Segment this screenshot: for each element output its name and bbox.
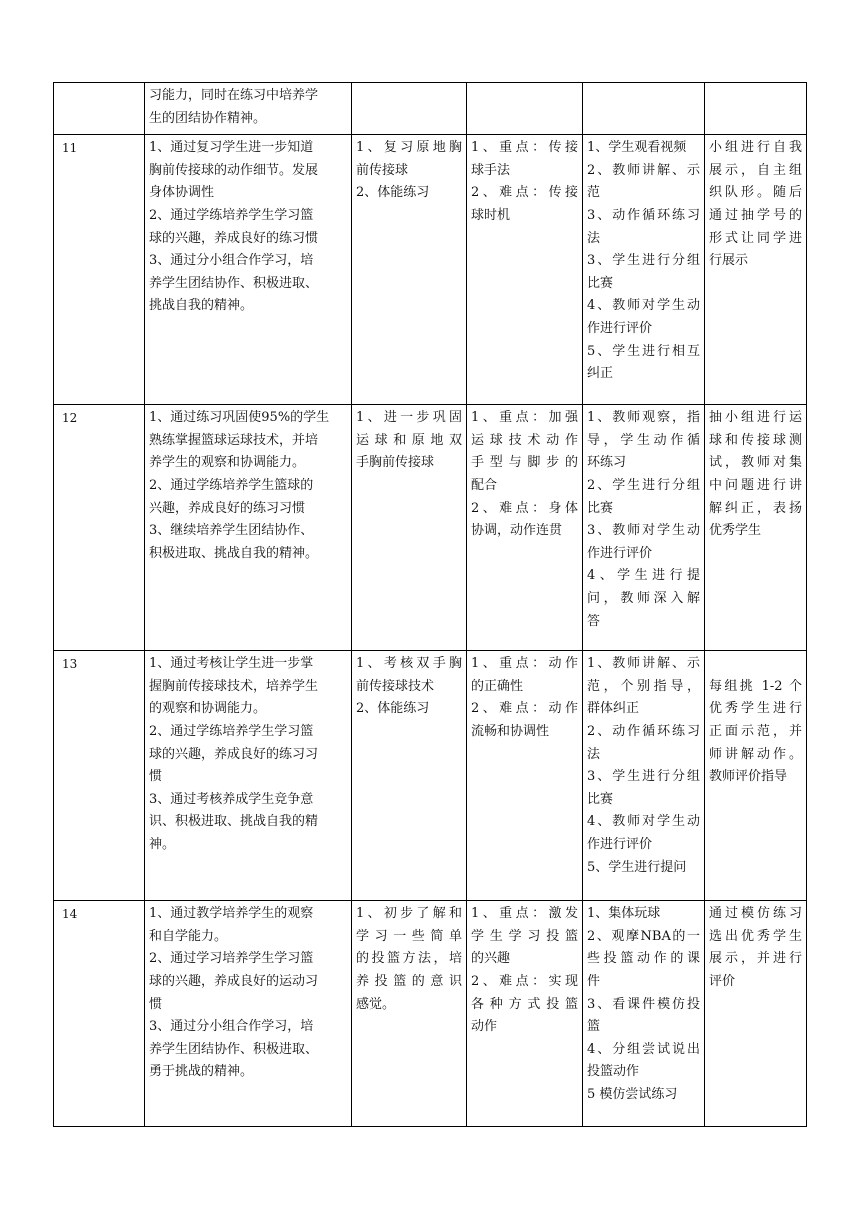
- text-line: 作进行评价: [587, 545, 653, 561]
- text-line: 4、教师对学生动: [587, 298, 700, 314]
- text-line: 织队形。随后: [709, 185, 802, 201]
- lesson-number-cell: 12: [54, 405, 145, 651]
- text-line: 比赛: [587, 275, 614, 291]
- keypoints-cell: [467, 901, 583, 1127]
- text-line: 1、进一步巩固: [356, 410, 462, 426]
- text-line: 评价: [709, 973, 736, 989]
- text-line: 前传接球技术: [356, 678, 435, 694]
- text-line: 养学生团结协作、积极进取、: [149, 275, 319, 291]
- objectives-cell: [145, 405, 352, 651]
- text-line: 1、通过教学培养学生的观察: [149, 906, 314, 922]
- text-line: 法: [587, 746, 601, 762]
- objectives-cell: [145, 135, 352, 405]
- text-line: 3、教师对学生动: [587, 523, 700, 539]
- text-line: 件: [587, 973, 601, 989]
- text-line: 1、重点：激发: [471, 906, 578, 922]
- text-line: 学习一些简单: [356, 928, 462, 944]
- content-cell: [352, 135, 467, 405]
- text-line: 2、动作循环练习: [587, 723, 700, 739]
- table-row: [54, 651, 807, 901]
- lesson-plan-body: [54, 83, 807, 1127]
- text-line: 2、难点：传接: [471, 185, 578, 201]
- text-line: [709, 653, 802, 676]
- text-line: 范: [587, 185, 601, 201]
- text-line: 2、难点：实现: [471, 973, 578, 989]
- text-line: 2、体能练习: [356, 701, 430, 717]
- evaluation-cell: [705, 83, 807, 135]
- text-line: 球的兴趣，养成良好的练习习: [149, 746, 319, 762]
- text-line: 1、考核双手胸: [356, 656, 462, 672]
- text-line: 正面示范，并: [709, 723, 802, 739]
- objectives-cell: [145, 901, 352, 1127]
- text-line: 球和传接球测: [709, 432, 802, 448]
- text-line: 习能力，同时在练习中培养学: [149, 88, 319, 103]
- text-line: 熟练掌握篮球运球技术，并培: [149, 432, 319, 448]
- text-line: 积极进取、挑战自我的精神。: [149, 545, 319, 561]
- text-line: 答: [587, 613, 601, 629]
- text-line: 行展示: [709, 253, 749, 269]
- text-line: 群体纠正: [587, 701, 640, 717]
- text-line: 和自学能力。: [149, 928, 228, 944]
- text-line: 展示，自主组: [709, 162, 802, 178]
- text-line: 问，教师深入解: [587, 590, 700, 606]
- text-line: 协调，动作连贯: [471, 523, 563, 539]
- text-line: 运球技术动作: [471, 432, 578, 448]
- text-line: 的正确性: [471, 678, 524, 694]
- objectives-cell: [145, 651, 352, 901]
- table-row: [54, 405, 807, 651]
- text-line: 比赛: [587, 791, 614, 807]
- text-line: 流畅和协调性: [471, 723, 550, 739]
- text-line: 通过抽学号的: [709, 207, 802, 223]
- text-line: 身体协调性: [149, 185, 215, 201]
- methods-cell: [583, 405, 705, 651]
- text-line: 3、通过考核养成学生竞争意: [149, 791, 314, 807]
- text-line: 2、观摩NBA的一: [587, 928, 700, 944]
- text-line: 1、重点：传接: [471, 140, 578, 156]
- text-line: 4、教师对学生动: [587, 814, 700, 830]
- text-line: 3、学生进行分组: [587, 253, 700, 269]
- objectives-cell: [145, 83, 352, 135]
- lesson-number-cell: 14: [54, 901, 145, 1127]
- text-line: 试，教师对集: [709, 455, 802, 471]
- text-line: 小组进行自我: [709, 140, 802, 156]
- text-line: 球时机: [471, 207, 511, 223]
- content-cell: [352, 405, 467, 651]
- text-line: 2、学生进行分组: [587, 477, 700, 493]
- text-line: 展示，并进行: [709, 951, 802, 967]
- text-line: 养投篮的意识: [356, 973, 462, 989]
- methods-cell: [583, 901, 705, 1127]
- text-line: 的兴趣: [471, 951, 511, 967]
- text-line: 5、学生进行相互: [587, 343, 700, 359]
- text-line: 的投篮方法，培: [356, 951, 462, 967]
- text-line: 篮: [587, 1019, 601, 1035]
- text-line: 养学生团结协作、积极进取、: [149, 1041, 319, 1057]
- lesson-number-cell: [54, 83, 145, 135]
- text-line: 4、分组尝试说出: [587, 1041, 700, 1057]
- text-line: 5 模仿尝试练习: [587, 1086, 678, 1102]
- text-line: 1、重点：加强: [471, 410, 578, 426]
- table-row: [54, 901, 807, 1127]
- text-line: 2、体能练习: [356, 185, 430, 201]
- text-line: 3、通过分小组合作学习，培: [149, 253, 314, 269]
- text-line: 3、继续培养学生团结协作、: [149, 523, 314, 539]
- text-line: 中问题进行讲: [709, 477, 802, 493]
- text-line: 1、通过考核让学生进一步掌: [149, 656, 314, 672]
- text-line: 师讲解动作。: [709, 746, 802, 762]
- evaluation-cell: [705, 651, 807, 901]
- text-line: 3、看课件模仿投: [587, 996, 700, 1012]
- text-line: 1、学生观看视频: [587, 140, 687, 156]
- text-line: 养学生的观察和协调能力。: [149, 455, 306, 471]
- methods-cell: [583, 83, 705, 135]
- evaluation-cell: [705, 405, 807, 651]
- text-line: 优秀学生: [709, 523, 762, 539]
- text-line: 1、初步了解和: [356, 906, 462, 922]
- text-line: 球手法: [471, 162, 511, 178]
- text-line: 的观察和协调能力。: [149, 701, 267, 717]
- lesson-number-cell: 13: [54, 651, 145, 901]
- text-line: 2、通过学练培养学生学习篮: [149, 723, 314, 739]
- text-line: 勇于挑战的精神。: [149, 1064, 254, 1080]
- text-line: 球的兴趣，养成良好的练习惯: [149, 230, 319, 246]
- text-line: 2、通过学练培养学生学习篮: [149, 207, 314, 223]
- text-line: 作进行评价: [587, 836, 653, 852]
- text-line: 学生学习投篮: [471, 928, 578, 944]
- text-line: 抽小组进行运: [709, 410, 802, 426]
- text-line: 1、通过复习学生进一步知道: [149, 140, 314, 156]
- content-cell: [352, 651, 467, 901]
- text-line: 感觉。: [356, 996, 396, 1012]
- text-line: 1、集体玩球: [587, 906, 661, 922]
- text-line: 2、难点：动作: [471, 701, 578, 717]
- text-line: 握胸前传接球技术，培养学生: [149, 678, 319, 694]
- text-line: 解纠正，表扬: [709, 500, 802, 516]
- keypoints-cell: [467, 135, 583, 405]
- text-line: 教师评价指导: [709, 769, 788, 785]
- content-cell: [352, 901, 467, 1127]
- text-line: 形式让同学进: [709, 230, 802, 246]
- text-line: 1、重点：动作: [471, 656, 578, 672]
- text-line: 法: [587, 230, 601, 246]
- text-line: 识、积极进取、挑战自我的精: [149, 814, 319, 830]
- text-line: 手型与脚步的: [471, 455, 578, 471]
- text-line: 环练习: [587, 455, 627, 471]
- text-line: 球的兴趣，养成良好的运动习: [149, 973, 319, 989]
- lesson-plan-table: [53, 82, 807, 1127]
- text-line: 3、通过分小组合作学习，培: [149, 1019, 314, 1035]
- text-line: 1、教师讲解、示: [587, 656, 700, 672]
- content-cell: [352, 83, 467, 135]
- text-line: 运球和原地双: [356, 432, 462, 448]
- text-line: 优秀学生进行: [709, 701, 802, 717]
- text-line: 2、难点：身体: [471, 500, 578, 516]
- text-line: 作进行评价: [587, 320, 653, 336]
- text-line: 通过模仿练习: [709, 906, 802, 922]
- text-line: 手胸前传接球: [356, 455, 435, 471]
- text-line: 纠正: [587, 366, 614, 382]
- text-line: 每组挑 1-2 个: [709, 678, 802, 694]
- text-line: 各种方式投篮: [471, 996, 578, 1012]
- text-line: 3、动作循环练习: [587, 207, 700, 223]
- text-line: 神。: [149, 836, 176, 852]
- text-line: 惯: [149, 769, 163, 785]
- evaluation-cell: [705, 135, 807, 405]
- keypoints-cell: [467, 405, 583, 651]
- text-line: 挑战自我的精神。: [149, 298, 254, 314]
- text-line: 范，个别指导，: [587, 678, 700, 694]
- text-line: 投篮动作: [587, 1064, 640, 1080]
- text-line: 5、学生进行提问: [587, 859, 687, 875]
- text-line: 3、学生进行分组: [587, 769, 700, 785]
- lesson-number-cell: 11: [54, 135, 145, 405]
- text-line: 4、学生进行提: [587, 568, 700, 584]
- keypoints-cell: [467, 651, 583, 901]
- table-row: [54, 135, 807, 405]
- text-line: 2、教师讲解、示: [587, 162, 700, 178]
- keypoints-cell: [467, 83, 583, 135]
- text-line: 2、通过学练培养学生篮球的: [149, 477, 314, 493]
- text-line: 比赛: [587, 500, 614, 516]
- text-line: 惯: [149, 996, 163, 1012]
- methods-cell: [583, 135, 705, 405]
- text-line: 生的团结协作精神。: [149, 110, 267, 126]
- text-line: 1、通过练习巩固使95%的学生: [149, 410, 330, 426]
- text-line: 1、教师观察，指: [587, 410, 700, 426]
- text-line: 些投篮动作的课: [587, 951, 700, 967]
- text-line: 动作: [471, 1019, 498, 1035]
- text-line: 1、复习原地胸: [356, 140, 462, 156]
- text-line: 选出优秀学生: [709, 928, 802, 944]
- text-line: 配合: [471, 477, 498, 493]
- evaluation-cell: [705, 901, 807, 1127]
- text-line: 2、通过学习培养学生学习篮: [149, 951, 314, 967]
- text-line: 胸前传接球的动作细节。发展: [149, 162, 319, 178]
- table-row: [54, 83, 807, 135]
- methods-cell: [583, 651, 705, 901]
- text-line: 兴趣，养成良好的练习习惯: [149, 500, 306, 516]
- text-line: 导，学生动作循: [587, 432, 700, 448]
- text-line: 前传接球: [356, 162, 409, 178]
